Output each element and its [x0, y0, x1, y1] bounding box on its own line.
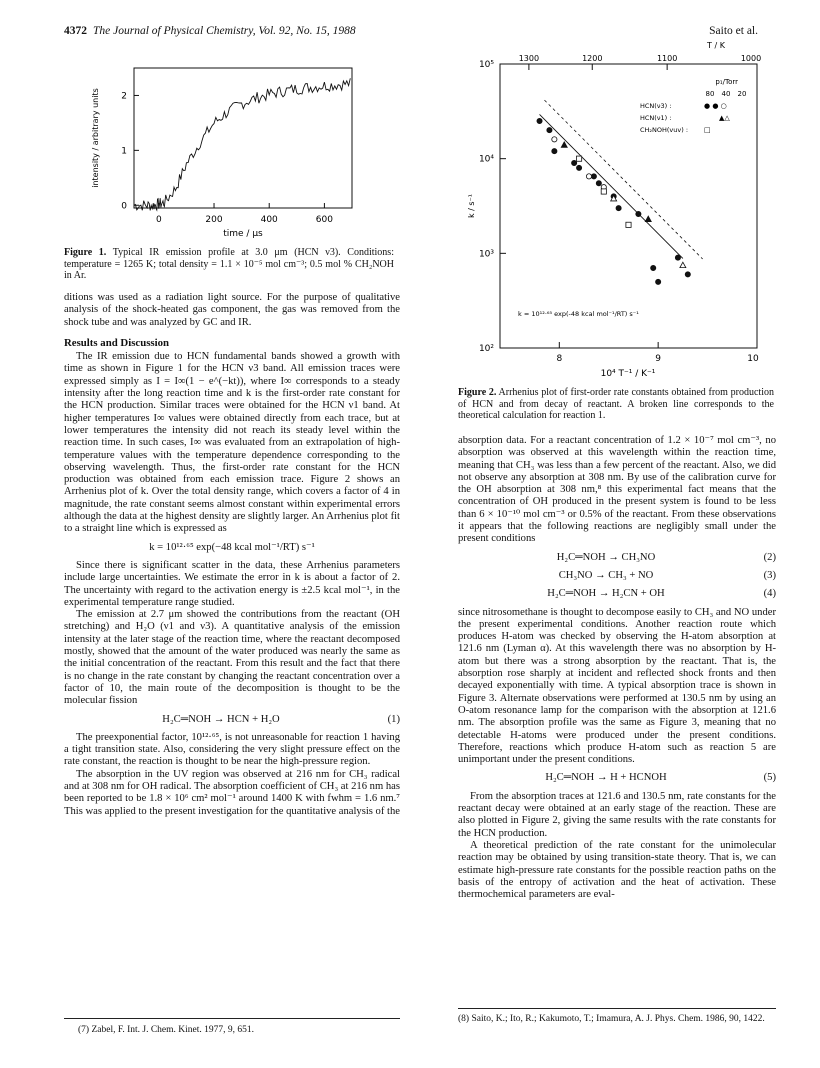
fig2-xtick-label: 8	[556, 354, 563, 364]
running-authors: Saito et al.	[709, 25, 758, 37]
fig2-data-point	[675, 255, 680, 260]
equation-number: (5)	[763, 772, 776, 784]
fig2-theory-broken-line	[544, 100, 702, 259]
fig1-xtick-label: 0	[155, 215, 162, 225]
footnote-8: (8) Saito, K.; Ito, R.; Kakumoto, T.; Imamura, A. J. Phys. Chem. 1986, 90, 1422.	[458, 1014, 765, 1024]
paragraph: The IR emission due to HCN fundamental bands showed a growth with time as shown in Figure 1 for the HCN ν3 band. All emission traces were expressed simply as I = I∞(1 − e^(−kt)), where I∞ corresponds to a steady intensity after the long reaction time and k is the first-order rate constant for the HCN production. Similar traces were obtained for the HCN ν1 band. At higher temperatures I∞ values were obtained directly from each trace, but at lower temperatures the intensity did not reach its steady level within the reaction time. In such cases, I∞ was evaluated from an extrapolation of high-temperature values with the temperature dependence corresponding to the observing wavelength. Thus, the first-order rate constant for the HCN production was obtained from each emission trace. Figure 2 shows an Arrhenius plot of k. Over the total density range, which covers a factor of 4 in magnitude, the rate constant seems almost constant within experimental errors although the data at the highest density are slightly larger. An Arrhenius plot fit to a straight line which is expressed as	[64, 351, 400, 535]
fig2-data-point	[576, 165, 581, 170]
fig2-data-point	[586, 174, 591, 179]
equation-3	[458, 570, 776, 582]
fig2-data-point	[552, 149, 557, 154]
equation-text: H₂C═NOH → CH₃NO	[556, 551, 656, 563]
equation-text: H₂C═NOH → H + HCNOH	[545, 772, 667, 784]
equation-text: H₂C═NOH → H₂CN + OH	[547, 588, 665, 600]
fig2-ylabel: k / s⁻¹	[467, 193, 476, 219]
fig2-top-tick-label: 1100	[656, 54, 678, 63]
fig2-xtick-label: 10	[747, 354, 759, 364]
fig2-caption-text: Arrhenius plot of first-order rate constants obtained from production of HCN and from decay of reactant. A broken line corresponds to the theoretical calculation for reaction 1.	[458, 387, 774, 421]
fig2-legend	[640, 78, 746, 134]
figure-1-caption	[64, 247, 394, 282]
footnote-rule-left	[64, 1018, 400, 1019]
paragraph: The absorption in the UV region was observed at 216 nm for CH₃ radical and at 308 nm for OH radical. The absorption coefficient of CH₃ at 216 nm has been reported to be 1.8 × 10⁶ cm² mol⁻¹ around 1400 K with fwhm = 1.6 nm.⁷ This was applied to the present investigation for the quantitative analysis of the	[64, 768, 400, 817]
fig2-ytick-label: 10²	[478, 344, 494, 354]
paragraph: absorption data. For a reactant concentration of 1.2 × 10⁻⁷ mol cm⁻³, no absorption was observed at this wavelength within the reaction time, meaning that CH₃ was less than a few percent of the reactant. Also, we did not observe any absorption at 308 nm. By use of the calibration curve for the OH absorption at 308 nm,⁸ this experimental fact means that the concentration of OH produced in the present system is found to be less than 6 × 10⁻¹⁰ mol cm⁻³ or 0.5% of the reactant. From these observations it appears that the following reactions are negligibly small under the present conditions	[458, 435, 776, 545]
paragraph: Since there is significant scatter in the data, these Arrhenius parameters include large uncertainties. We estimate the error in k is about a factor of 2. The uncertainty with regard to the activation energy is ±2.5 kcal mol⁻¹, in the experimental temperature range studied.	[64, 559, 400, 608]
paragraph: since nitrosomethane is thought to decompose easily to CH₃ and NO under the present experimental conditions. Another reaction route which produces H-atom was checked by observing the H-atom absorption at 121.6 nm (Lyman α). At this wavelength there was no absorption by H-atom but there was a strong absorption by the reactant. That is, the absorption rose sharply at incident and reflected shock fronts and then decayed exponentially with time. A typical absorption trace is shown in Figure 3. Alternate observations were performed at 130.5 nm by using an O-atom resonance lamp for the comparison with the absorption at 121.6 nm. The absorption profile was the same as Figure 3, meaning that no detectable H-atoms were produced under the present conditions. Therefore, reactions which produce H-atom such as reaction 5 are unimportant under the present conditions.	[458, 606, 776, 766]
fig2-legend-row-label: HCN(ν3) :	[640, 102, 672, 110]
fig2-legend-pressure: 20	[737, 90, 747, 98]
footnote-7: (7) Zabel, F. Int. J. Chem. Kinet. 1977, 9, 651.	[78, 1025, 255, 1035]
figure-2-chart	[460, 28, 780, 383]
fig2-data-point	[651, 265, 656, 270]
fig2-data-point	[561, 142, 567, 148]
fig2-data-points	[537, 118, 690, 284]
equation-4	[458, 588, 776, 600]
fig2-ytick-label: 10⁵	[478, 60, 494, 70]
figure-2-caption	[458, 387, 774, 422]
fig1-xtick-label: 600	[315, 215, 333, 225]
fig1-ylabel: intensity / arbitrary units	[91, 88, 100, 188]
fig2-data-point	[591, 174, 596, 179]
fig1-xlabel: time / μs	[223, 229, 263, 239]
fig2-data-point	[685, 272, 690, 277]
fig2-top-tick-label: 1000	[740, 54, 762, 63]
fig2-top-axis-label: T / K	[707, 41, 725, 50]
paragraph: The preexponential factor, 10¹²·⁶⁵, is not unreasonable for reaction 1 having a tight transition state. Also, considering the very slight pressure effect on the rate constant, the reaction is thought to be near the high-pressure region.	[64, 731, 400, 768]
paragraph: A theoretical prediction of the rate constant for the unimolecular reaction may be obtained by using transition-state theory. That is, we can estimate high-pressure rate constants for the possible reaction paths on the basis of the entropy of activation and the heat of activation. These thermochemical parameters are eval-	[458, 839, 776, 901]
equation-1	[64, 714, 400, 726]
fig2-top-tick-label: 1200	[582, 54, 603, 63]
fig1-emission-trace	[134, 78, 350, 210]
fig1-frame	[134, 68, 352, 208]
fig1-caption-text: Typical IR emission profile at 3.0 μm (HCN ν3). Conditions: temperature = 1265 K; total density = 1.1 × 10⁻⁵ mol cm⁻³; 0.5 mol % CH₂NOH in Ar.	[64, 247, 394, 281]
fig2-xlabel: 10⁴ T⁻¹ / K⁻¹	[600, 369, 656, 379]
fig2-legend-header: p₁/Torr	[715, 78, 738, 86]
journal-title: The Journal of Physical Chemistry, Vol. 92, No. 15, 1988	[93, 25, 356, 37]
right-column	[458, 435, 776, 901]
fig1-ytick-label: 2	[121, 91, 127, 102]
equation-number: (1)	[387, 713, 400, 725]
fig2-data-point	[645, 216, 651, 222]
equation-5	[458, 772, 776, 784]
equation-text: CH₃NO → CH₃ + NO	[558, 569, 654, 581]
equation-number: (2)	[763, 551, 776, 563]
fig1-xtick-label: 200	[205, 215, 223, 225]
fig1-caption-label: Figure 1.	[64, 247, 107, 258]
fig1-xtick-label: 400	[260, 215, 278, 225]
fig2-xtick-label: 9	[655, 354, 662, 364]
fig1-ticks	[134, 95, 324, 208]
paragraph: From the absorption traces at 121.6 and 130.5 nm, rate constants for the reactant decay were obtained at an early stage of the reaction. These are also plotted in Figure 2, giving the same results with the rate constants for the HCN production.	[458, 790, 776, 839]
fig2-top-tick-label: 1300	[518, 54, 540, 63]
figure-1-chart	[80, 62, 380, 242]
fig2-caption-label: Figure 2.	[458, 387, 497, 398]
equation-number: (3)	[763, 569, 776, 581]
fig2-fit-equation: k = 10¹²·⁶⁵ exp(-48 kcal mol⁻¹/RT) s⁻¹	[518, 310, 639, 318]
fig2-data-point	[576, 156, 581, 161]
fig2-data-point	[616, 206, 621, 211]
equation-number: (4)	[763, 588, 776, 600]
fig2-legend-pressure: 40	[721, 90, 731, 98]
fig2-data-point	[626, 222, 631, 227]
fig2-fit-line	[540, 114, 683, 258]
fig2-ytick-label: 10³	[478, 249, 494, 260]
fig1-ytick-label: 0	[121, 201, 127, 212]
fig2-data-point	[552, 137, 557, 142]
left-column	[64, 292, 400, 818]
paragraph: The emission at 2.7 μm showed the contributions from the reactant (OH stretching) and H₂O (ν1 and ν3). A quantitative analysis of the emission intensity at the later stage of the reaction time, where the reactant decomposed mostly, showed that the amount of the water produced was nearly the same as the initial concentration of the reactant. From this result and the fact that there is no change in the rate constant by changing the reactant concentration over a factor of 10, the main route of the decomposition is thought to be the molecular fission	[64, 609, 400, 707]
footnote-rule-right	[458, 1008, 776, 1009]
section-heading: Results and Discussion	[64, 336, 170, 349]
running-header	[64, 25, 356, 37]
page-number: 4372	[64, 25, 87, 37]
fig2-data-point	[537, 118, 542, 123]
fig2-legend-row-label: CH₂NOH(vuv) :	[640, 126, 689, 134]
fig2-legend-row-symbols: □	[704, 126, 711, 134]
fig2-data-point	[636, 211, 641, 216]
fig2-data-point	[572, 160, 577, 165]
equation-text: H₂C═NOH → HCN + H₂O	[162, 713, 280, 725]
equation-text: k = 10¹²·⁶⁵ exp(−48 kcal mol⁻¹/RT) s⁻¹	[149, 541, 315, 553]
fig2-legend-row-label: HCN(ν1) :	[640, 114, 672, 122]
fig2-data-point	[601, 189, 606, 194]
fig2-legend-row-symbols: ▲△	[719, 114, 730, 122]
fig2-legend-row-symbols: ● ● ○	[704, 102, 727, 110]
fig2-data-point	[680, 262, 686, 268]
fig2-legend-pressure: 80	[705, 90, 715, 98]
fig1-ytick-label: 1	[121, 146, 127, 157]
fig2-data-point	[547, 128, 552, 133]
equation-2	[458, 552, 776, 564]
fig2-ytick-label: 10⁴	[478, 154, 494, 165]
fig2-data-point	[656, 279, 661, 284]
fig2-data-point	[596, 181, 601, 186]
paragraph: ditions was used as a radiation light source. For the purpose of qualitative analysis of the shock-heated gas component, the gas was removed from the shock tube and was analyzed by GC and IR.	[64, 292, 400, 328]
equation-k	[64, 542, 400, 554]
